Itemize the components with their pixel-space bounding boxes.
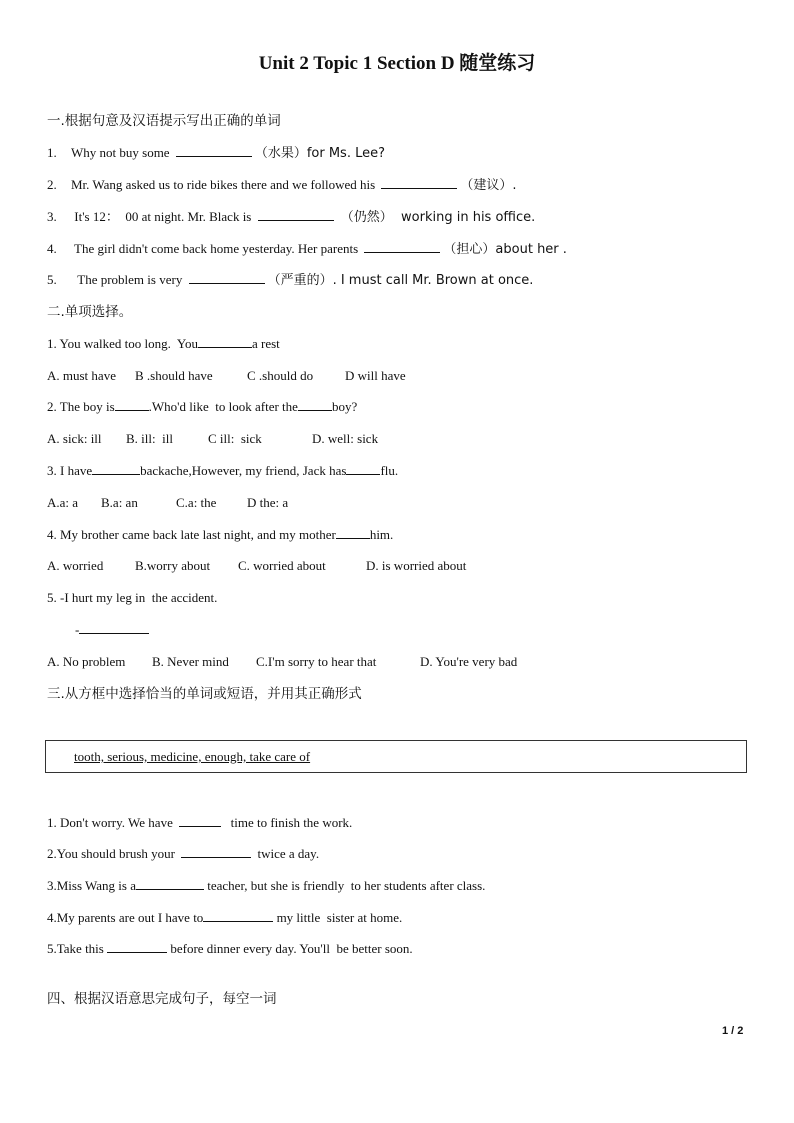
question-text: 5. -I hurt my leg in the accident. [47, 590, 218, 605]
question-text: 1. You walked too long. You [47, 336, 198, 351]
s2-question-1 [47, 335, 280, 353]
answer-blank[interactable] [115, 398, 149, 411]
answer-blank[interactable] [79, 621, 149, 634]
section-1-heading: 一.根据句意及汉语提示写出正确的单词 [47, 113, 281, 129]
option-b[interactable]: B. ill: ill [126, 431, 173, 446]
option-d[interactable]: D. well: sick [312, 431, 379, 446]
s2-question-5 [47, 589, 217, 607]
option-a[interactable]: A. No problem [47, 654, 126, 669]
item-text-pre: 1. Don't worry. We have [47, 815, 177, 830]
item-text-post: my little sister at home. [273, 910, 403, 925]
s3-item-4 [47, 909, 402, 927]
question-text: a rest [251, 336, 280, 351]
item-number: 4. [47, 241, 57, 256]
item-text-pre: It's 12： 00 at night. Mr. Black is [71, 209, 255, 224]
answer-blank[interactable] [258, 208, 334, 221]
item-text-pre: Mr. Wang asked us to ride bikes there and we followed his [71, 177, 379, 192]
item-text-post: （担心）about her . [443, 242, 567, 257]
option-b[interactable]: B .should have [135, 368, 213, 383]
option-c[interactable]: C ill: sick [208, 431, 262, 446]
s1-item-2 [47, 176, 517, 194]
s2-reply-5 [75, 621, 149, 639]
s2-options-3 [47, 494, 288, 512]
reply-dash: - [75, 622, 80, 637]
question-text: him. [369, 527, 394, 542]
option-d[interactable]: D the: a [247, 495, 289, 510]
option-c[interactable]: C.a: the [176, 495, 217, 510]
s1-item-3 [47, 208, 535, 226]
word-box [45, 740, 747, 773]
question-text: 2. The boy is [47, 399, 115, 414]
s2-options-4 [47, 557, 466, 575]
s2-options-5 [47, 653, 517, 671]
answer-blank[interactable] [176, 144, 252, 157]
word-box-text: tooth, serious, medicine, enough, take care of [74, 749, 311, 764]
answer-blank[interactable] [107, 940, 167, 953]
option-c[interactable]: C.I'm sorry to hear that [256, 654, 377, 669]
question-text: .Who'd like to look after the [148, 399, 298, 414]
answer-blank[interactable] [298, 398, 332, 411]
item-text-post: （建议）. [460, 178, 517, 193]
s3-item-5 [47, 940, 413, 958]
section-4-heading: 四、根据汉语意思完成句子，每空一词 [47, 991, 277, 1007]
item-number: 1. [47, 145, 57, 160]
answer-blank[interactable] [381, 176, 457, 189]
item-text-pre: 5.Take this [47, 941, 108, 956]
option-d[interactable]: D. You're very bad [420, 654, 518, 669]
s2-question-3 [47, 462, 398, 480]
option-d[interactable]: D. is worried about [366, 558, 467, 573]
item-text-post: （仍然） working in his office. [336, 210, 536, 225]
option-b[interactable]: B.a: an [101, 495, 138, 510]
answer-blank[interactable] [198, 335, 252, 348]
question-text: 3. I have [47, 463, 93, 478]
s1-item-5 [47, 271, 533, 289]
option-a[interactable]: A. must have [47, 368, 116, 383]
section-3-heading: 三.从方框中选择恰当的单词或短语，并用其正确形式 [47, 686, 362, 702]
item-text-post: before dinner every day. You'll be better soon. [167, 941, 413, 956]
option-a[interactable]: A. worried [47, 558, 104, 573]
item-number: 5. [47, 272, 57, 287]
item-number: 3. [47, 209, 57, 224]
s2-question-2 [47, 398, 357, 416]
option-c[interactable]: C. worried about [238, 558, 326, 573]
s3-item-1 [47, 814, 352, 832]
page-number: 1 / 2 [722, 1025, 744, 1037]
s2-question-4 [47, 526, 393, 544]
item-text-post: teacher, but she is friendly to her students after class. [204, 878, 486, 893]
s1-item-4 [47, 240, 567, 258]
option-b[interactable]: B.worry about [135, 558, 211, 573]
item-text-pre: The girl didn't come back home yesterday. Her parents [71, 241, 362, 256]
option-b[interactable]: B. Never mind [152, 654, 229, 669]
answer-blank[interactable] [346, 462, 380, 475]
answer-blank[interactable] [179, 814, 221, 827]
item-text-post: （水果）for Ms. Lee? [254, 146, 385, 161]
s1-item-1 [47, 144, 385, 162]
option-d[interactable]: D will have [345, 368, 406, 383]
page-title: Unit 2 Topic 1 Section D 随堂练习 [258, 53, 536, 74]
question-text: flu. [380, 463, 399, 478]
s3-item-3 [47, 877, 485, 895]
item-text-post: （严重的）. I must call Mr. Brown at once. [267, 273, 534, 288]
option-c[interactable]: C .should do [247, 368, 314, 383]
answer-blank[interactable] [336, 526, 370, 539]
s3-item-2 [47, 845, 319, 863]
answer-blank[interactable] [203, 909, 273, 922]
s2-options-1 [47, 367, 406, 385]
item-text-pre: Why not buy some [71, 145, 173, 160]
item-text-post: twice a day. [254, 846, 320, 861]
question-text: boy? [331, 399, 358, 414]
section-2-heading: 二.单项选择。 [47, 304, 133, 320]
question-text: backache,However, my friend, Jack has [140, 463, 347, 478]
answer-blank[interactable] [181, 845, 251, 858]
item-text-post: time to finish the work. [224, 815, 353, 830]
answer-blank[interactable] [189, 271, 265, 284]
option-a[interactable]: A.a: a [47, 495, 79, 510]
item-text-pre: 3.Miss Wang is a [47, 878, 136, 893]
question-text: 4. My brother came back late last night, and my mother [47, 527, 336, 542]
answer-blank[interactable] [364, 240, 440, 253]
item-text-pre: The problem is very [71, 272, 186, 287]
item-number: 2. [47, 177, 57, 192]
option-a[interactable]: A. sick: ill [47, 431, 102, 446]
item-text-pre: 4.My parents are out I have to [47, 910, 204, 925]
answer-blank[interactable] [92, 462, 140, 475]
item-text-pre: 2.You should brush your [47, 846, 179, 861]
s2-options-2 [47, 430, 378, 448]
answer-blank[interactable] [136, 877, 204, 890]
